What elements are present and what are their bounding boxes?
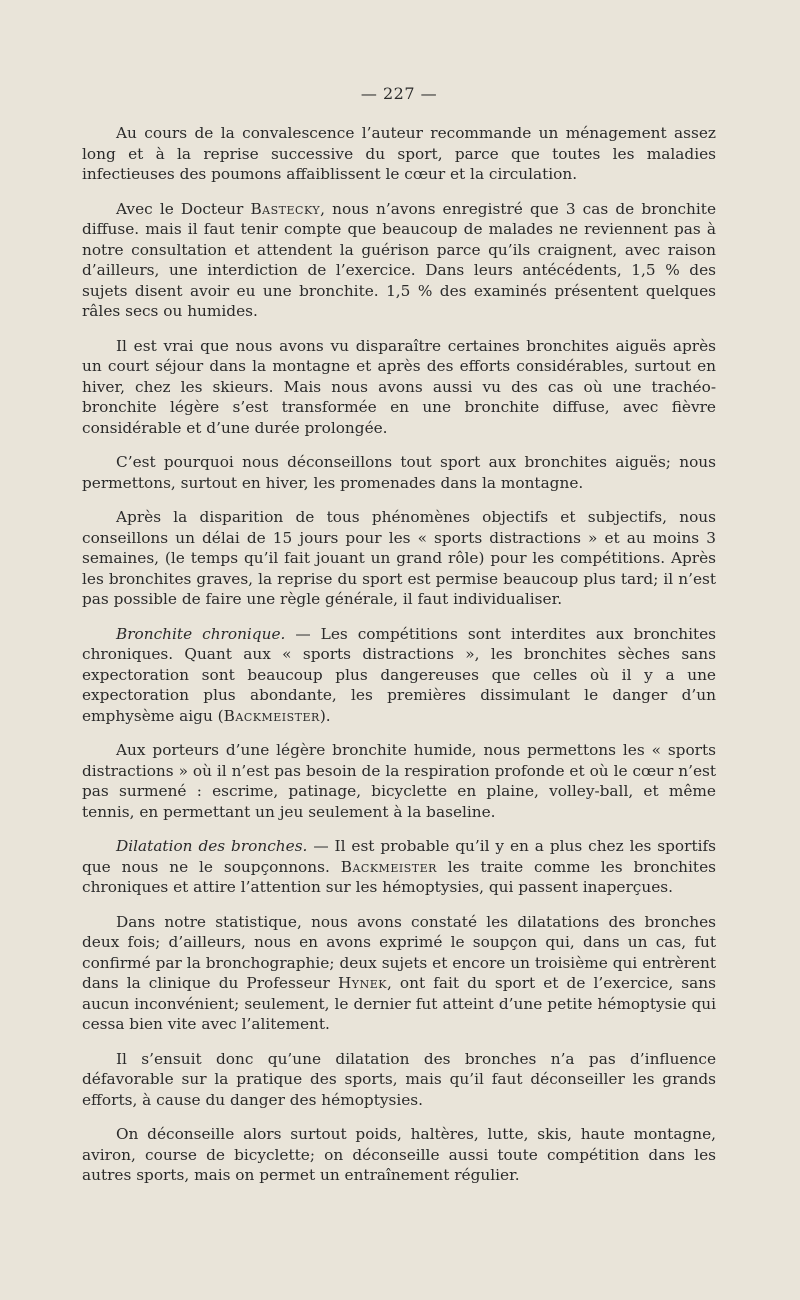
paragraph-text: Il s’ensuit donc qu’une dilatation des bronches n’a pas d’influence défavorable sur la pratique des sports, mais qu’il faut déconseiller les grands efforts, à cause du danger des hémoptysies.	[82, 1049, 716, 1109]
paragraph-bronchite-chronique	[82, 624, 716, 727]
paragraph-dilatation-bronches	[82, 836, 716, 898]
page-number: — 227 —	[360, 84, 438, 103]
paragraph-bronchite-humide	[82, 740, 716, 822]
paragraph-text-post: , nous n’avons enregistré que 3 cas de bronchite diffuse. mais il faut tenir compte que beaucoup de malades ne reviennent pas à notre consultation et attendent la guérison parce qu’ils craignent, avec raison d’ailleurs, une interdiction de l’exercice. Dans leurs antécédents, 1,5 % des sujets disent avoir eu une bronchite. 1,5 % des examinés présentent quelques râles secs ou humides.	[82, 199, 716, 320]
paragraph-text-pre: — Les compétitions sont interdites aux bronchites chroniques. Quant aux « sports distractions », les bronchites sèches sans expectoration sont beaucoup plus dangereuses que celles où il y a une expectoration plus abondante, les premières dissimulant le danger d’un emphysème aigu (	[82, 624, 717, 725]
paragraph-text-post: ).	[319, 706, 331, 725]
paragraph-bronchites-aigues	[82, 336, 716, 439]
author-name: Bastecky	[250, 199, 321, 218]
paragraph-influence	[82, 1049, 716, 1111]
paragraph-text: C’est pourquoi nous déconseillons tout sport aux bronchites aiguës; nous permettons, surtout en hiver, les promenades dans la montagne.	[82, 453, 716, 492]
author-name: Backmeister	[340, 857, 437, 876]
paragraph-deconseille	[82, 1124, 716, 1186]
paragraph-text-pre: Avec le Docteur	[116, 199, 251, 218]
paragraph-delai	[82, 507, 716, 610]
author-name: Hynek	[337, 974, 387, 992]
paragraph-text-pre: — Il est probable qu’il y en a plus chez les sportifs que nous ne le soupçonnons.	[82, 837, 717, 876]
section-lead: Bronchite chronique.	[116, 624, 286, 643]
author-name: Backmeister	[223, 706, 320, 725]
paragraph-text: Aux porteurs d’une légère bronchite humide, nous permettons les « sports distractions » où il n’est pas besoin de la respiration profonde et où le cœur n’est pas surmené : escrime, patinage, bicyclette en plaine, volley-ball, et même tennis, en permettant un jeu seulement à la baseline.	[82, 741, 716, 821]
paragraph-convalescence	[82, 123, 716, 185]
section-lead: Dilatation des bronches.	[116, 837, 308, 855]
paragraph-deconseillons	[82, 452, 716, 493]
paragraph-text-post: , ont fait du sport et de l’exercice, sans aucun inconvénient; seulement, le dernier fut atteint d’une petite hémoptysie qui cessa bien vite avec l’alitement.	[82, 974, 716, 1033]
paragraph-statistique	[82, 912, 716, 1035]
paragraph-text-post: les traite comme les bronchites chroniques et attire l’attention sur les hémoptysies, qui passent inaperçues.	[82, 857, 716, 896]
paragraph-text: Après la disparition de tous phénomènes objectifs et subjectifs, nous conseillons un délai de 15 jours pour les « sports distractions » et au moins 3 semaines, (le temps qu’il fait jouant un grand rôle) pour les compétitions. Après les bronchites graves, la reprise du sport est permise beaucoup plus tard; il n’est pas possible de faire une règle générale, il faut individualiser.	[82, 508, 716, 608]
paragraph-text: Il est vrai que nous avons vu disparaître certaines bronchites aiguës après un court séjour dans la montagne et après des efforts considérables, surtout en hiver, chez les skieurs. Mais nous avons aussi vu des cas où une trachéo-bronchite légère s’est transformée en une bronchite diffuse, avec fièvre considérable et d’une durée prolongée.	[82, 336, 716, 437]
paragraph-text: Au cours de la convalescence l’auteur recommande un ménagement assez long et à la reprise successive du sport, parce que toutes les maladies infectieuses des poumons affaiblissent le cœur et la circulation.	[82, 124, 716, 183]
paragraph-text: On déconseille alors surtout poids, haltères, lutte, skis, haute montagne, aviron, course de bicyclette; on déconseille aussi toute compétition dans les autres sports, mais on permet un entraînement régulier.	[82, 1125, 716, 1184]
paragraph-bronchite-diffuse	[82, 199, 716, 322]
paragraph-text-pre: Dans notre statistique, nous avons constaté les dilatations des bronches deux fois; d’ailleurs, nous en avons exprimé le soupçon qui, dans un cas, fut confirmé par la bronchographie; deux sujets et encore un troisième qui entrèrent dans la clinique du Professeur	[82, 912, 716, 992]
